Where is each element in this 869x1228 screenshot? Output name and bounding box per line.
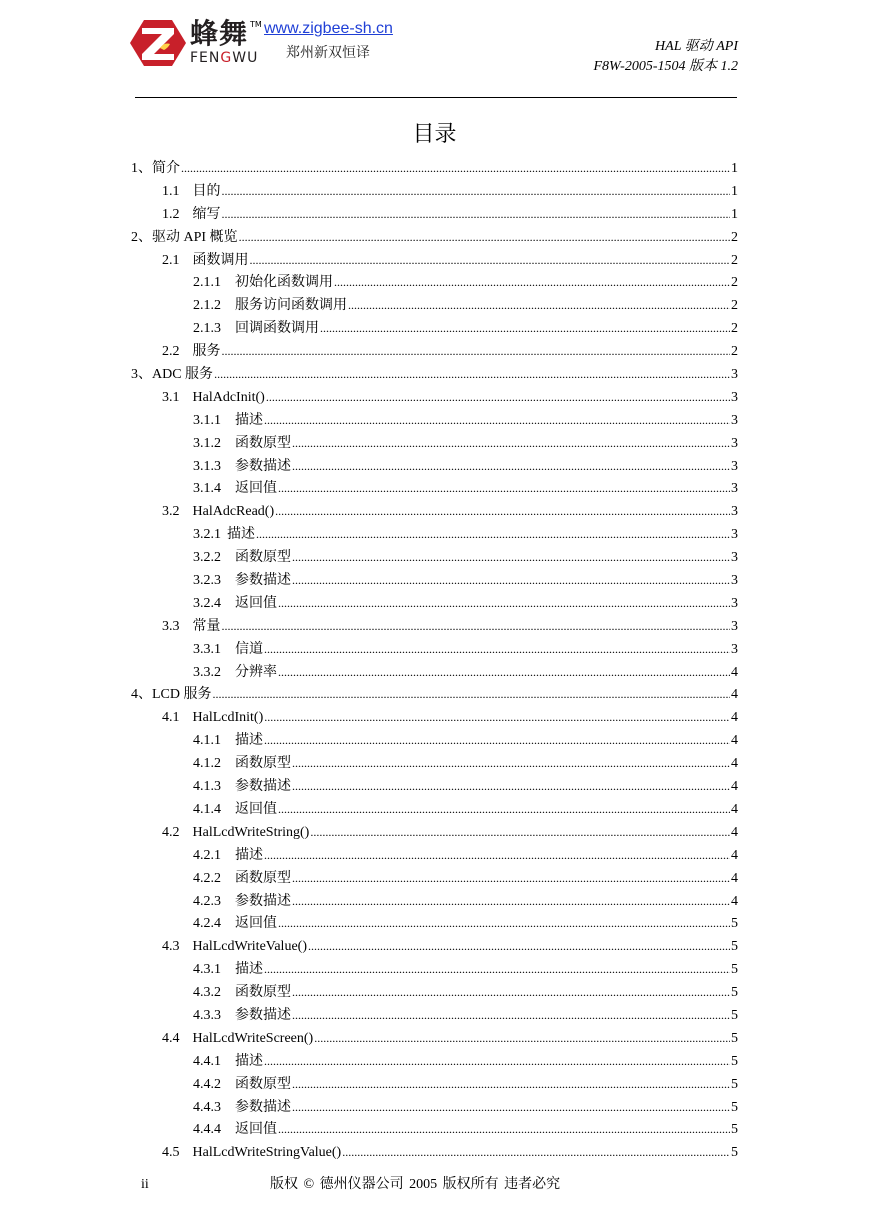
toc-entry-number: 2.1.2 (193, 298, 221, 314)
toc-entry-title: 信道 (235, 641, 263, 657)
toc-leader-dots (250, 249, 731, 273)
toc-entry-page: 2 (731, 298, 738, 314)
toc-entry-title: 返回值 (235, 1122, 277, 1138)
toc-leader-dots (334, 271, 730, 295)
toc-entry[interactable] (131, 409, 738, 432)
toc-leader-dots (264, 706, 730, 730)
toc-entry-page: 3 (731, 618, 738, 634)
toc-entry[interactable] (131, 386, 738, 409)
toc-entry-number: 4.3.2 (193, 985, 221, 1001)
toc-entry-number: 4.2 (162, 824, 180, 840)
toc-leader-dots (264, 409, 730, 433)
toc-entry[interactable] (131, 249, 738, 272)
toc-entry-title: 缩写 (192, 206, 221, 222)
toc-entry-title: HalLcdWriteScreen() (192, 1030, 314, 1046)
toc-entry-title: 初始化函数调用 (235, 275, 333, 291)
toc-leader-dots (292, 455, 730, 479)
toc-leader-dots (314, 1027, 730, 1051)
toc-entry-page: 3 (731, 389, 738, 405)
document-info (593, 37, 738, 77)
toc-entry-title: 服务访问函数调用 (235, 298, 347, 314)
toc-entry-title: 函数调用 (192, 252, 249, 268)
logo-en-part-c: WU (232, 50, 259, 66)
toc-entry-title: 函数原型 (235, 870, 291, 886)
toc-leader-dots (181, 157, 730, 181)
toc-entry-number: 3.1 (162, 389, 180, 405)
toc-entry[interactable] (131, 1050, 738, 1073)
toc-entry-number: 4.4.2 (193, 1076, 221, 1092)
toc-entry-page: 5 (731, 1053, 738, 1069)
toc-entry[interactable] (131, 203, 738, 226)
toc-entry-title: 参数描述 (235, 779, 291, 795)
toc-entry-number: 4.3.1 (193, 962, 221, 978)
toc-entry-page: 1 (731, 161, 738, 176)
toc-entry-page: 2 (731, 229, 738, 245)
toc-entry[interactable] (131, 706, 738, 729)
toc-entry-number: 4、 (131, 687, 152, 703)
toc-entry[interactable] (131, 912, 738, 935)
toc-entry-page: 4 (731, 824, 738, 840)
toc-entry[interactable] (131, 592, 738, 615)
toc-entry-title: 参数描述 (235, 458, 291, 474)
toc-entry[interactable] (131, 683, 738, 706)
toc-entry-page: 1 (731, 183, 738, 199)
toc-entry[interactable] (131, 546, 738, 569)
toc-entry-number: 4.3.3 (193, 1007, 221, 1023)
toc-leader-dots (292, 1073, 730, 1097)
logo-trademark: TM (250, 20, 262, 29)
translator-name: 郑州新双恒译 (286, 45, 370, 61)
toc-entry[interactable] (131, 981, 738, 1004)
toc-entry[interactable] (131, 890, 738, 913)
toc-entry-page: 5 (731, 962, 738, 978)
toc-leader-dots (264, 844, 730, 868)
toc-entry-number: 2.2 (162, 344, 180, 360)
toc-entry-title: 返回值 (235, 481, 277, 497)
toc-entry-page: 3 (731, 367, 738, 383)
toc-leader-dots (278, 912, 730, 936)
toc-entry-title: HalAdcRead() (192, 504, 275, 520)
toc-entry-page: 3 (731, 458, 738, 474)
toc-leader-dots (308, 935, 730, 959)
toc-entry[interactable] (131, 958, 738, 981)
toc-entry[interactable] (131, 477, 738, 500)
toc-leader-dots (264, 729, 730, 753)
toc-entry-title: 描述 (235, 962, 263, 978)
toc-entry-page: 5 (731, 1030, 738, 1046)
website-link[interactable]: www.zigbee-sh.cn (264, 20, 393, 37)
toc-leader-dots (292, 890, 730, 914)
toc-entry[interactable] (131, 271, 738, 294)
toc-entry-page: 4 (731, 687, 738, 703)
toc-entry[interactable] (131, 661, 738, 684)
toc-entry-title: LCD 服务 (152, 687, 212, 703)
toc-entry-title: 函数原型 (235, 756, 291, 772)
toc-entry-number: 3.2.3 (193, 573, 221, 589)
toc-entry-number: 4.3 (162, 939, 180, 955)
toc-entry-page: 4 (731, 756, 738, 772)
toc-entry-number: 2.1 (162, 252, 180, 268)
toc-entry-page: 1 (731, 206, 738, 222)
toc-entry-number: 3.2.1 (193, 527, 221, 543)
toc-entry[interactable] (131, 821, 738, 844)
toc-entry[interactable] (131, 455, 738, 478)
toc-leader-dots (292, 546, 730, 570)
toc-leader-dots (292, 752, 730, 776)
toc-entry-title: 描述 (235, 412, 263, 428)
toc-leader-dots (256, 523, 730, 547)
toc-entry-number: 1.1 (162, 183, 180, 199)
toc-entry-number: 3.3 (162, 618, 180, 634)
toc-entry-title: 参数描述 (235, 1007, 291, 1023)
toc-entry[interactable] (131, 569, 738, 592)
toc-entry-title: 函数原型 (235, 985, 291, 1001)
toc-entry-page: 4 (731, 893, 738, 909)
toc-entry-number: 4.1.4 (193, 801, 221, 817)
toc-entry-number: 3、 (131, 367, 152, 383)
toc-entry[interactable] (131, 180, 738, 203)
toc-entry-page: 3 (731, 595, 738, 611)
toc-entry-number: 2.1.3 (193, 321, 221, 337)
toc-entry-title: 回调函数调用 (235, 321, 319, 337)
toc-entry-number: 4.2.3 (193, 893, 221, 909)
toc-entry-page: 5 (731, 1007, 738, 1023)
toc-entry[interactable] (131, 1027, 738, 1050)
toc-entry-page: 5 (731, 1122, 738, 1138)
toc-leader-dots (213, 683, 731, 707)
toc-leader-dots (214, 363, 730, 387)
toc-entry-title: 描述 (235, 733, 263, 749)
toc-entry-title: HalLcdWriteString() (192, 824, 310, 840)
table-of-contents (131, 157, 738, 1164)
toc-leader-dots (222, 340, 731, 364)
toc-entry-page: 5 (731, 985, 738, 1001)
toc-entry[interactable] (131, 317, 738, 340)
toc-entry[interactable] (131, 294, 738, 317)
toc-entry-title: ADC 服务 (152, 367, 214, 383)
toc-entry-number: 4.1.3 (193, 779, 221, 795)
toc-entry[interactable] (131, 1073, 738, 1096)
toc-leader-dots (292, 569, 730, 593)
toc-entry[interactable] (131, 1096, 738, 1119)
toc-entry-number: 4.5 (162, 1145, 180, 1161)
toc-entry-title: 返回值 (235, 801, 277, 817)
toc-leader-dots (320, 317, 730, 341)
toc-entry-number: 4.2.4 (193, 916, 221, 932)
document-version: F8W-2005-1504 版本 1.2 (593, 59, 738, 74)
toc-entry-number: 4.4.4 (193, 1122, 221, 1138)
toc-entry-title: 函数原型 (235, 550, 291, 566)
toc-entry[interactable] (131, 867, 738, 890)
footer-page-number: ii (141, 1177, 149, 1192)
toc-entry-page: 2 (731, 344, 738, 360)
page-header (0, 0, 869, 100)
toc-entry[interactable] (131, 157, 738, 180)
toc-entry-title: 描述 (235, 847, 263, 863)
toc-entry-number: 1、 (131, 161, 152, 176)
toc-title: 目录 (412, 122, 457, 147)
footer-copyright: 版权 © 德州仪器公司 2005 版权所有 违者必究 (270, 1177, 561, 1192)
toc-entry-title: 参数描述 (235, 1099, 291, 1115)
toc-entry-title: 参数描述 (235, 573, 291, 589)
toc-entry-page: 4 (731, 664, 738, 680)
toc-entry-number: 4.1.1 (193, 733, 221, 749)
toc-entry-page: 3 (731, 435, 738, 451)
logo-en-part-b: G (220, 50, 233, 66)
toc-entry[interactable] (131, 432, 738, 455)
header-divider (135, 97, 737, 98)
toc-entry-title: HalAdcInit() (192, 389, 265, 405)
toc-leader-dots (266, 386, 730, 410)
toc-leader-dots (278, 1118, 730, 1142)
toc-entry-number: 3.1.3 (193, 458, 221, 474)
toc-entry[interactable] (131, 775, 738, 798)
toc-entry[interactable] (131, 729, 738, 752)
toc-entry-title: 简介 (152, 161, 180, 176)
toc-entry-number: 4.1.2 (193, 756, 221, 772)
toc-entry-title: 函数原型 (235, 1076, 291, 1092)
toc-entry[interactable] (131, 844, 738, 867)
toc-entry-title: 驱动 API 概览 (152, 229, 238, 245)
toc-entry-title: 常量 (192, 618, 221, 634)
toc-leader-dots (278, 661, 730, 685)
toc-entry-page: 5 (731, 939, 738, 955)
toc-entry-number: 3.2.2 (193, 550, 221, 566)
toc-entry-page: 3 (731, 412, 738, 428)
toc-entry[interactable] (131, 523, 738, 546)
toc-entry-number: 4.4.1 (193, 1053, 221, 1069)
toc-entry-page: 5 (731, 916, 738, 932)
toc-entry-title: 目的 (192, 183, 221, 199)
toc-entry-page: 4 (731, 779, 738, 795)
toc-entry-number: 4.4.3 (193, 1099, 221, 1115)
toc-leader-dots (292, 867, 730, 891)
toc-entry[interactable] (131, 500, 738, 523)
logo-en-part-a: FEN (190, 50, 221, 66)
toc-entry-number: 3.2.4 (193, 595, 221, 611)
toc-entry-page: 4 (731, 847, 738, 863)
toc-entry-page: 2 (731, 275, 738, 291)
toc-entry-page: 4 (731, 710, 738, 726)
toc-entry-page: 3 (731, 550, 738, 566)
toc-entry[interactable] (131, 1118, 738, 1141)
toc-entry-page: 4 (731, 801, 738, 817)
fengwu-logo-icon (130, 18, 186, 68)
toc-entry-number: 3.1.2 (193, 435, 221, 451)
toc-entry-number: 3.2 (162, 504, 180, 520)
logo-chinese-name: 蜂舞 (190, 17, 249, 50)
toc-entry-page: 5 (731, 1076, 738, 1092)
document-title: HAL 驱动 API (655, 39, 738, 54)
toc-entry-title: 服务 (192, 344, 221, 360)
toc-leader-dots (292, 432, 730, 456)
toc-leader-dots (278, 592, 730, 616)
toc-entry-number: 3.1.1 (193, 412, 221, 428)
toc-entry-title: 分辨率 (235, 664, 277, 680)
toc-leader-dots (278, 477, 730, 501)
toc-entry[interactable] (131, 752, 738, 775)
toc-leader-dots (264, 1050, 730, 1074)
toc-entry-number: 3.1.4 (193, 481, 221, 497)
toc-entry-number: 4.2.1 (193, 847, 221, 863)
toc-entry-page: 3 (731, 504, 738, 520)
toc-entry-page: 5 (731, 1099, 738, 1115)
toc-leader-dots (292, 1096, 730, 1120)
toc-entry[interactable] (131, 615, 738, 638)
toc-entry-title: 返回值 (235, 916, 277, 932)
logo-english-name (190, 50, 258, 66)
toc-entry-title: 函数原型 (235, 435, 291, 451)
toc-entry-page: 2 (731, 252, 738, 268)
toc-entry[interactable] (131, 935, 738, 958)
toc-entry-title: 描述 (235, 1053, 263, 1069)
toc-entry-page: 5 (731, 1145, 738, 1161)
toc-leader-dots (275, 500, 730, 524)
toc-entry-number: 2、 (131, 229, 152, 245)
toc-entry-page: 4 (731, 870, 738, 886)
toc-leader-dots (292, 1004, 730, 1028)
toc-entry-number: 4.1 (162, 710, 180, 726)
toc-entry-title: HalLcdWriteValue() (192, 939, 307, 955)
toc-entry-number: 1.2 (162, 206, 180, 222)
toc-entry-number: 3.3.2 (193, 664, 221, 680)
toc-leader-dots (342, 1141, 730, 1165)
toc-entry[interactable] (131, 363, 738, 386)
toc-entry[interactable] (131, 1141, 738, 1164)
toc-entry-number: 4.2.2 (193, 870, 221, 886)
toc-entry-page: 3 (731, 481, 738, 497)
toc-entry-page: 3 (731, 641, 738, 657)
toc-leader-dots (310, 821, 730, 845)
toc-leader-dots (348, 294, 730, 318)
toc-entry-page: 4 (731, 733, 738, 749)
toc-entry-title: HalLcdInit() (192, 710, 264, 726)
toc-entry[interactable] (131, 1004, 738, 1027)
toc-leader-dots (264, 638, 730, 662)
toc-leader-dots (222, 615, 731, 639)
toc-entry-title: 参数描述 (235, 893, 291, 909)
toc-leader-dots (222, 203, 731, 227)
toc-entry[interactable] (131, 798, 738, 821)
toc-entry-number: 4.4 (162, 1030, 180, 1046)
toc-entry-number: 2.1.1 (193, 275, 221, 291)
toc-leader-dots (239, 226, 730, 250)
toc-leader-dots (292, 981, 730, 1005)
toc-leader-dots (222, 180, 731, 204)
toc-entry-title: 描述 (227, 527, 255, 543)
toc-entry-page: 3 (731, 573, 738, 589)
toc-entry-title: HalLcdWriteStringValue() (192, 1145, 342, 1161)
toc-entry[interactable] (131, 226, 738, 249)
toc-entry[interactable] (131, 340, 738, 363)
toc-entry-number: 3.3.1 (193, 641, 221, 657)
toc-entry-title: 返回值 (235, 595, 277, 611)
toc-entry-page: 2 (731, 321, 738, 337)
toc-leader-dots (278, 798, 730, 822)
toc-leader-dots (264, 958, 730, 982)
toc-entry-page: 3 (731, 527, 738, 543)
toc-entry[interactable] (131, 638, 738, 661)
toc-leader-dots (292, 775, 730, 799)
